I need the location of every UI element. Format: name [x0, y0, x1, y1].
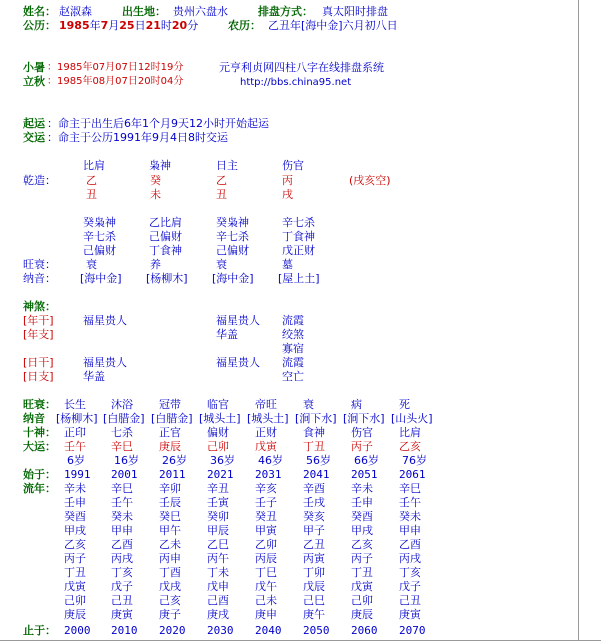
shensha-row-5-col1: 华盖: [83, 370, 105, 383]
liunian-cell: 辛未: [351, 482, 373, 495]
dayun-ganzhi-7: 丙子: [351, 440, 373, 453]
liunian-cell: 戊午: [255, 580, 277, 593]
dayun-shishen-5: 正财: [255, 426, 277, 439]
dayun-shishen-6: 食神: [303, 426, 325, 439]
liunian-cell: 庚午: [303, 608, 325, 621]
start-years-label: 始于：: [23, 468, 56, 481]
dayun-nayin-6: [涧下水]: [295, 412, 337, 425]
liunian-cell: 丙辰: [255, 552, 277, 565]
liunian-cell: 丙午: [207, 552, 229, 565]
liunian-cell: 辛酉: [303, 482, 325, 495]
jiaoyun-value: ：命主于公历1991年9月4日8时交运: [47, 131, 228, 144]
dayun-shishen-1: 正印: [64, 426, 86, 439]
liunian-cell: 壬辰: [159, 496, 181, 509]
liunian-cell: 丁卯: [303, 566, 325, 579]
qianzao-label: 乾造：: [23, 174, 56, 187]
wangshuai-1: 衰: [86, 258, 97, 271]
dayun-age-7: 66岁: [354, 454, 379, 467]
liunian-cell: 丁亥: [111, 566, 133, 579]
liunian-cell: 己未: [255, 594, 277, 607]
site-name: 元亨利贞网四柱八字在线排盘系统: [219, 61, 384, 74]
solar-label: 公历：: [23, 19, 56, 32]
liunian-cell: 甲戌: [64, 524, 86, 537]
dayun-wangshuai-6: 衰: [303, 398, 314, 411]
liunian-cell: 丙子: [351, 552, 373, 565]
shensha-row-5-label: [日支]: [23, 370, 54, 383]
dayun-age-1: 6岁: [67, 454, 85, 467]
dayun-start-year-1: 1991: [64, 468, 91, 481]
nayin-3: [海中金]: [212, 272, 254, 285]
liunian-cell: 乙未: [159, 538, 181, 551]
liunian-cell: 乙巳: [207, 538, 229, 551]
dayun-start-year-5: 2031: [255, 468, 282, 481]
dayun-wangshuai-4: 临官: [207, 398, 229, 411]
dayun-label: 大运：: [23, 440, 56, 453]
liunian-cell: 丁丑: [351, 566, 373, 579]
liunian-cell: 壬申: [64, 496, 86, 509]
dayun-ganzhi-6: 丁丑: [303, 440, 325, 453]
wangshuai-2: 养: [150, 258, 161, 271]
dayun-shishen-2: 七杀: [111, 426, 133, 439]
nayin-2: [杨柳木]: [146, 272, 188, 285]
dayun-end-year-8: 2070: [399, 624, 426, 637]
xiaoshu-label: 小暑: [23, 61, 45, 74]
dayun-age-3: 26岁: [162, 454, 187, 467]
hidden-1-3: 己偏财: [83, 244, 116, 257]
dayun-ganzhi-5: 戊寅: [255, 440, 277, 453]
liunian-cell: 己亥: [159, 594, 181, 607]
liunian-cell: 乙酉: [111, 538, 133, 551]
dayun-nayin-1: [杨柳木]: [56, 412, 98, 425]
qiyun-value: ：命主于出生后6年1个月9天12小时开始起运: [47, 117, 269, 130]
dayun-nayin-5: [城头土]: [247, 412, 289, 425]
liunian-cell: 丁亥: [399, 566, 421, 579]
pillar-tengod-3: 日主: [216, 159, 238, 172]
end-years-label: 止于：: [23, 624, 56, 637]
liunian-cell: 庚子: [159, 608, 181, 621]
dayun-age-4: 36岁: [210, 454, 235, 467]
pillar-branch-4: 戌: [282, 188, 293, 201]
liunian-cell: 辛丑: [207, 482, 229, 495]
liunian-cell: 癸未: [111, 510, 133, 523]
hidden-2-1: 乙比肩: [149, 216, 182, 229]
dayun-shishen-8: 比肩: [399, 426, 421, 439]
liunian-cell: 己巳: [303, 594, 325, 607]
dayun-end-year-6: 2050: [303, 624, 330, 637]
liunian-cell: 己丑: [111, 594, 133, 607]
name-label: 姓名：: [23, 5, 56, 18]
hidden-4-1: 辛七杀: [282, 216, 315, 229]
site-url-link[interactable]: http://bbs.china95.net: [240, 77, 352, 88]
shensha-row-4-col1: 福星贵人: [83, 356, 127, 369]
dayun-start-year-7: 2051: [351, 468, 378, 481]
liunian-cell: 丁未: [207, 566, 229, 579]
dayun-age-2: 16岁: [114, 454, 139, 467]
liunian-cell: 戊寅: [64, 580, 86, 593]
pillar-tengod-2: 枭神: [149, 159, 171, 172]
dayun-shishen-7: 伤官: [351, 426, 373, 439]
dayun-shishen-3: 正官: [159, 426, 181, 439]
shensha-row-1-label: [年干]: [23, 314, 54, 327]
pillar-branch-3: 丑: [216, 188, 227, 201]
shensha-row-3-col4: 寡宿: [282, 342, 304, 355]
shensha-row-4-label: [日干]: [23, 356, 54, 369]
liunian-cell: 庚辰: [64, 608, 86, 621]
shensha-row-2-col3: 华盖: [216, 328, 238, 341]
liunian-cell: 庚寅: [111, 608, 133, 621]
jiaoyun-label: 交运: [23, 131, 45, 144]
shensha-row-1-col4: 流霞: [282, 314, 304, 327]
wangshuai-4: 墓: [282, 258, 293, 271]
dayun-end-year-5: 2040: [255, 624, 282, 637]
hidden-3-3: 己偏财: [216, 244, 249, 257]
liunian-cell: 丁酉: [159, 566, 181, 579]
shensha-row-2-col4: 绞煞: [282, 328, 304, 341]
liunian-cell: 己卯: [64, 594, 86, 607]
pillar-tengod-4: 伤官: [282, 159, 304, 172]
liunian-cell: 戊申: [207, 580, 229, 593]
liunian-cell: 戊子: [399, 580, 421, 593]
liunian-cell: 癸酉: [351, 510, 373, 523]
liunian-cell: 癸巳: [159, 510, 181, 523]
dayun-wangshuai-1: 长生: [64, 398, 86, 411]
liunian-cell: 乙亥: [64, 538, 86, 551]
hidden-1-2: 辛七杀: [83, 230, 116, 243]
dayun-wangshuai-2: 沐浴: [111, 398, 133, 411]
liunian-cell: 丙寅: [303, 552, 325, 565]
nayin-1: [海中金]: [80, 272, 122, 285]
dayun-end-year-7: 2060: [351, 624, 378, 637]
name-value: 赵淑森: [59, 5, 92, 18]
dayun-end-year-4: 2030: [207, 624, 234, 637]
pillar-stem-2: 癸: [150, 174, 161, 187]
liunian-cell: 乙亥: [351, 538, 373, 551]
wangshuai-label: 旺衰：: [23, 258, 56, 271]
dayun-shishen-4: 偏财: [207, 426, 229, 439]
pillar-stem-3: 乙: [216, 174, 227, 187]
dayun-nayin-label: 纳音: [23, 412, 45, 425]
dayun-age-6: 56岁: [306, 454, 331, 467]
liunian-cell: 壬戌: [303, 496, 325, 509]
liunian-cell: 甲戌: [351, 524, 373, 537]
liunian-cell: 癸卯: [207, 510, 229, 523]
liunian-cell: 丁巳: [255, 566, 277, 579]
pillar-stem-1: 乙: [86, 174, 97, 187]
dayun-end-year-3: 2020: [159, 624, 186, 637]
liunian-cell: 丁丑: [64, 566, 86, 579]
shensha-row-4-col4: 流霞: [282, 356, 304, 369]
hidden-4-3: 戊正财: [282, 244, 315, 257]
dayun-wangshuai-label: 旺衰：: [23, 398, 56, 411]
pillar-branch-1: 丑: [86, 188, 97, 201]
liunian-cell: 庚辰: [351, 608, 373, 621]
hidden-1-1: 癸枭神: [83, 216, 116, 229]
qiyun-label: 起运: [23, 117, 45, 130]
liunian-cell: 丙申: [159, 552, 181, 565]
liunian-cell: 己酉: [207, 594, 229, 607]
shensha-label: 神煞：: [23, 300, 56, 313]
liunian-cell: 丙子: [64, 552, 86, 565]
dayun-start-year-3: 2011: [159, 468, 186, 481]
liunian-cell: 戊辰: [303, 580, 325, 593]
liunian-cell: 乙酉: [399, 538, 421, 551]
dayun-ganzhi-3: 庚辰: [159, 440, 181, 453]
lunar-label: 农历：: [228, 19, 261, 32]
dayun-age-5: 46岁: [258, 454, 283, 467]
dayun-nayin-7: [涧下水]: [343, 412, 385, 425]
liunian-cell: 癸未: [399, 510, 421, 523]
liunian-cell: 辛未: [64, 482, 86, 495]
dayun-start-year-2: 2001: [111, 468, 138, 481]
liqiu-label: 立秋: [23, 75, 45, 88]
hidden-4-2: 丁食神: [282, 230, 315, 243]
lunar-value: 乙丑年[海中金]六月初八日: [268, 19, 398, 32]
dayun-wangshuai-3: 冠带: [159, 398, 181, 411]
liunian-cell: 己丑: [399, 594, 421, 607]
liunian-cell: 壬午: [399, 496, 421, 509]
shishen-label: 十神：: [23, 426, 56, 439]
right-border: [578, 0, 579, 641]
dayun-ganzhi-1: 壬午: [64, 440, 86, 453]
liunian-cell: 辛卯: [159, 482, 181, 495]
method-label: 排盘方式：: [258, 5, 313, 18]
hidden-3-1: 癸枭神: [216, 216, 249, 229]
liunian-cell: 乙丑: [303, 538, 325, 551]
pillar-branch-2: 未: [150, 188, 161, 201]
wangshuai-3: 衰: [216, 258, 227, 271]
solar-date: 1985年7月25日21时20分: [59, 19, 199, 32]
dayun-nayin-4: [城头土]: [199, 412, 241, 425]
liunian-cell: 壬子: [255, 496, 277, 509]
liunian-cell: 甲午: [159, 524, 181, 537]
pillar-stem-4: 丙: [282, 174, 293, 187]
liunian-cell: 壬寅: [207, 496, 229, 509]
nayin-label: 纳音：: [23, 272, 56, 285]
dayun-age-8: 76岁: [402, 454, 427, 467]
pillar-tengod-1: 比肩: [83, 159, 105, 172]
liunian-cell: 甲子: [303, 524, 325, 537]
nayin-4: [屋上土]: [278, 272, 320, 285]
liunian-cell: 庚寅: [399, 608, 421, 621]
shensha-row-1-col3: 福星贵人: [216, 314, 260, 327]
birthplace-value: 贵州六盘水: [173, 5, 228, 18]
liunian-cell: 甲申: [399, 524, 421, 537]
shensha-row-4-col3: 福星贵人: [216, 356, 260, 369]
hidden-3-2: 辛七杀: [216, 230, 249, 243]
dayun-wangshuai-5: 帝旺: [255, 398, 277, 411]
dayun-wangshuai-7: 病: [351, 398, 362, 411]
liunian-cell: 戊子: [111, 580, 133, 593]
liunian-cell: 癸酉: [64, 510, 86, 523]
liunian-cell: 辛巳: [399, 482, 421, 495]
method-value: 真太阳时排盘: [322, 5, 388, 18]
dayun-start-year-6: 2041: [303, 468, 330, 481]
dayun-wangshuai-8: 死: [399, 398, 410, 411]
dayun-nayin-8: [山头火]: [391, 412, 433, 425]
liunian-cell: 乙卯: [255, 538, 277, 551]
liunian-label: 流年：: [23, 482, 56, 495]
liunian-cell: 戊戌: [159, 580, 181, 593]
liunian-cell: 庚申: [255, 608, 277, 621]
liunian-cell: 甲寅: [255, 524, 277, 537]
shensha-row-5-col4: 空亡: [282, 370, 304, 383]
liunian-cell: 庚戌: [207, 608, 229, 621]
dayun-start-year-4: 2021: [207, 468, 234, 481]
liunian-cell: 癸亥: [303, 510, 325, 523]
dayun-ganzhi-2: 辛巳: [111, 440, 133, 453]
dayun-nayin-3: [白腊金]: [151, 412, 193, 425]
dayun-start-year-8: 2061: [399, 468, 426, 481]
liunian-cell: 壬申: [351, 496, 373, 509]
xiaoshu-value: ：1985年07月07日12时19分: [47, 62, 184, 73]
dayun-end-year-2: 2010: [111, 624, 138, 637]
shensha-row-1-col1: 福星贵人: [83, 314, 127, 327]
kongwang: (戌亥空): [349, 174, 391, 187]
dayun-ganzhi-4: 己卯: [207, 440, 229, 453]
dayun-end-year-1: 2000: [64, 624, 91, 637]
birthplace-label: 出生地：: [122, 5, 166, 18]
liunian-cell: 丙戌: [111, 552, 133, 565]
liunian-cell: 丙戌: [399, 552, 421, 565]
liunian-cell: 癸丑: [255, 510, 277, 523]
liunian-cell: 辛巳: [111, 482, 133, 495]
liunian-cell: 甲申: [111, 524, 133, 537]
liunian-cell: 甲辰: [207, 524, 229, 537]
dayun-ganzhi-8: 乙亥: [399, 440, 421, 453]
liunian-cell: 戊寅: [351, 580, 373, 593]
dayun-nayin-2: [白腊金]: [103, 412, 145, 425]
liqiu-value: ：1985年08月07日20时04分: [47, 76, 184, 87]
shensha-row-2-label: [年支]: [23, 328, 54, 341]
liunian-cell: 壬午: [111, 496, 133, 509]
liunian-cell: 己卯: [351, 594, 373, 607]
hidden-2-2: 己偏财: [149, 230, 182, 243]
hidden-2-3: 丁食神: [149, 244, 182, 257]
liunian-cell: 辛亥: [255, 482, 277, 495]
